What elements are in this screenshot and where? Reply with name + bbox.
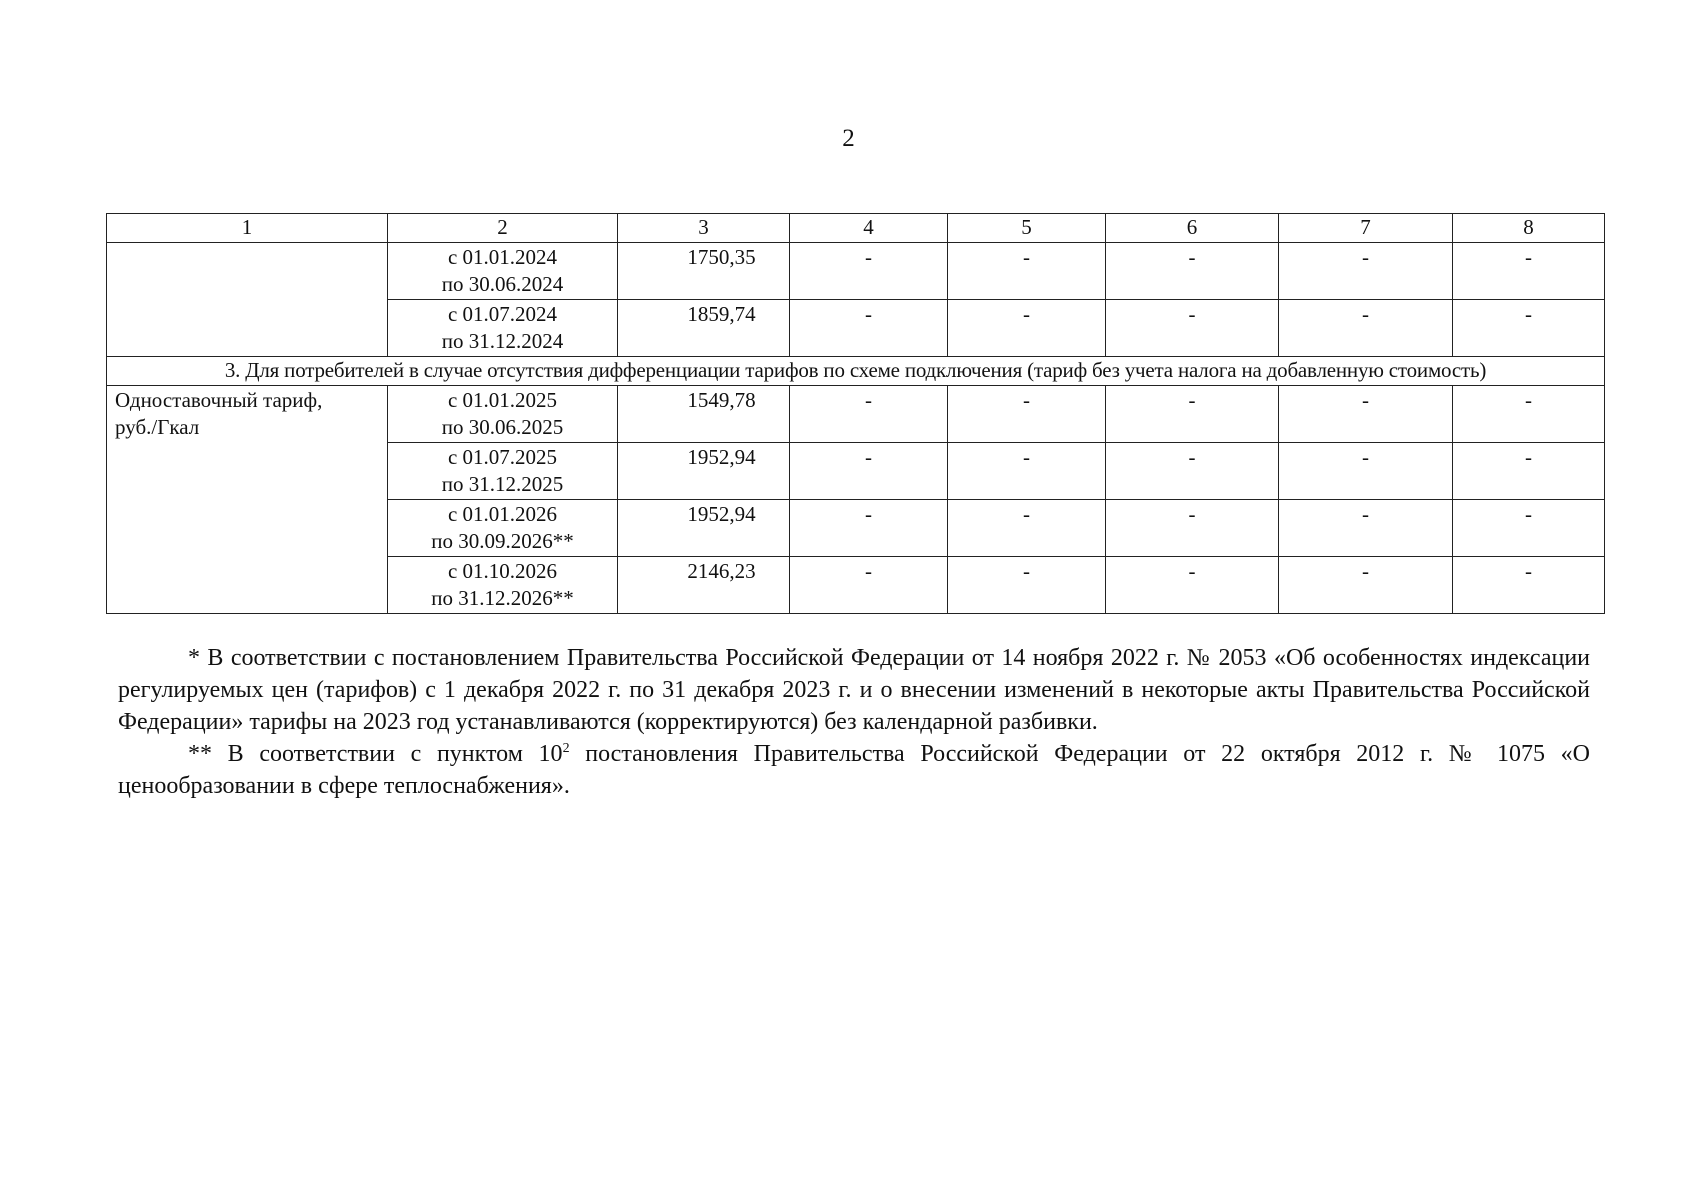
tariff-label-cell [107, 386, 388, 614]
dash-cell: - [1106, 300, 1279, 357]
dash-cell: - [790, 557, 948, 614]
dash-cell: - [790, 443, 948, 500]
period-from: с 01.01.2024 [447, 245, 558, 269]
period-from: с 01.10.2026 [447, 559, 558, 583]
dash-cell: - [1279, 443, 1453, 500]
dash-cell: - [1279, 500, 1453, 557]
table-row [107, 243, 1605, 300]
dash-cell: - [948, 300, 1106, 357]
column-number: 3 [618, 214, 790, 243]
tariff-table [106, 213, 1605, 614]
period-to: по 31.12.2026** [431, 586, 574, 610]
period-cell [388, 300, 618, 357]
dash-cell: - [790, 300, 948, 357]
dash-cell: - [1453, 386, 1605, 443]
table-header-row [107, 214, 1605, 243]
period-from: с 01.01.2025 [447, 388, 558, 412]
dash-cell: - [1453, 443, 1605, 500]
column-number: 2 [388, 214, 618, 243]
tariff-value: 1952,94 [618, 443, 790, 500]
period-cell [388, 557, 618, 614]
section-row [107, 357, 1605, 386]
footnote-2 [118, 738, 1590, 802]
dash-cell: - [948, 243, 1106, 300]
tariff-value: 2146,23 [618, 557, 790, 614]
section-title: 3. Для потребителей в случае отсутствия дифференциации тарифов по схеме подключения (тариф без учета налога на добавленную стоимость) [107, 357, 1605, 386]
column-number: 1 [107, 214, 388, 243]
footnote-1: * В соответствии с постановлением Правительства Российской Федерации от 14 ноября 2022 г. № 2053 «Об особенностях индексации регулируемых цен (тарифов) с 1 декабря 2022 г. по 31 декабря 2023 г. и о внесении изменений в некоторые акты Правительства Российской Федерации» тарифы на 2023 год устанавливаются (корректируются) без календарной разбивки. [118, 645, 1590, 735]
page-number: 2 [842, 125, 855, 152]
dash-cell: - [790, 500, 948, 557]
table-row [107, 386, 1605, 443]
dash-cell: - [1453, 500, 1605, 557]
footnotes [118, 642, 1590, 802]
footnote-2-text: ** В соответствии с пунктом 10 [188, 741, 563, 767]
dash-cell: - [1279, 243, 1453, 300]
dash-cell: - [1106, 557, 1279, 614]
period-cell [388, 443, 618, 500]
tariff-unit: руб./Гкал [115, 415, 200, 439]
period-cell [388, 243, 618, 300]
dash-cell: - [948, 557, 1106, 614]
tariff-label: Одноставочный тариф, [115, 388, 323, 412]
period-to: по 30.06.2024 [441, 272, 564, 296]
column-number: 6 [1106, 214, 1279, 243]
dash-cell: - [790, 243, 948, 300]
column-number: 8 [1453, 214, 1605, 243]
dash-cell: - [948, 443, 1106, 500]
dash-cell: - [1106, 443, 1279, 500]
tariff-value: 1549,78 [618, 386, 790, 443]
dash-cell: - [1106, 243, 1279, 300]
period-from: с 01.07.2024 [447, 302, 558, 326]
dash-cell: - [1106, 500, 1279, 557]
period-to: по 30.06.2025 [441, 415, 564, 439]
dash-cell: - [1279, 557, 1453, 614]
dash-cell: - [1453, 300, 1605, 357]
column-number: 7 [1279, 214, 1453, 243]
dash-cell: - [948, 500, 1106, 557]
dash-cell: - [1106, 386, 1279, 443]
tariff-value: 1750,35 [618, 243, 790, 300]
column-number: 5 [948, 214, 1106, 243]
tariff-value: 1952,94 [618, 500, 790, 557]
period-from: с 01.07.2025 [447, 445, 558, 469]
period-to: по 31.12.2024 [441, 329, 564, 353]
dash-cell: - [948, 386, 1106, 443]
period-cell [388, 386, 618, 443]
empty-label-cell [107, 243, 388, 357]
dash-cell: - [1279, 300, 1453, 357]
dash-cell: - [790, 386, 948, 443]
period-cell [388, 500, 618, 557]
period-to: по 31.12.2025 [441, 472, 564, 496]
column-number: 4 [790, 214, 948, 243]
footnote-2-superscript: 2 [562, 741, 570, 756]
dash-cell: - [1453, 557, 1605, 614]
tariff-value: 1859,74 [618, 300, 790, 357]
footnote-2-text-rest: постановления Правительства Российской Федерации от 22 октября 2012 г. № 1075 «О ценообразовании в сфере теплоснабжения». [118, 741, 1591, 799]
dash-cell: - [1279, 386, 1453, 443]
period-from: с 01.01.2026 [447, 502, 558, 526]
period-to: по 30.09.2026** [431, 529, 574, 553]
dash-cell: - [1453, 243, 1605, 300]
